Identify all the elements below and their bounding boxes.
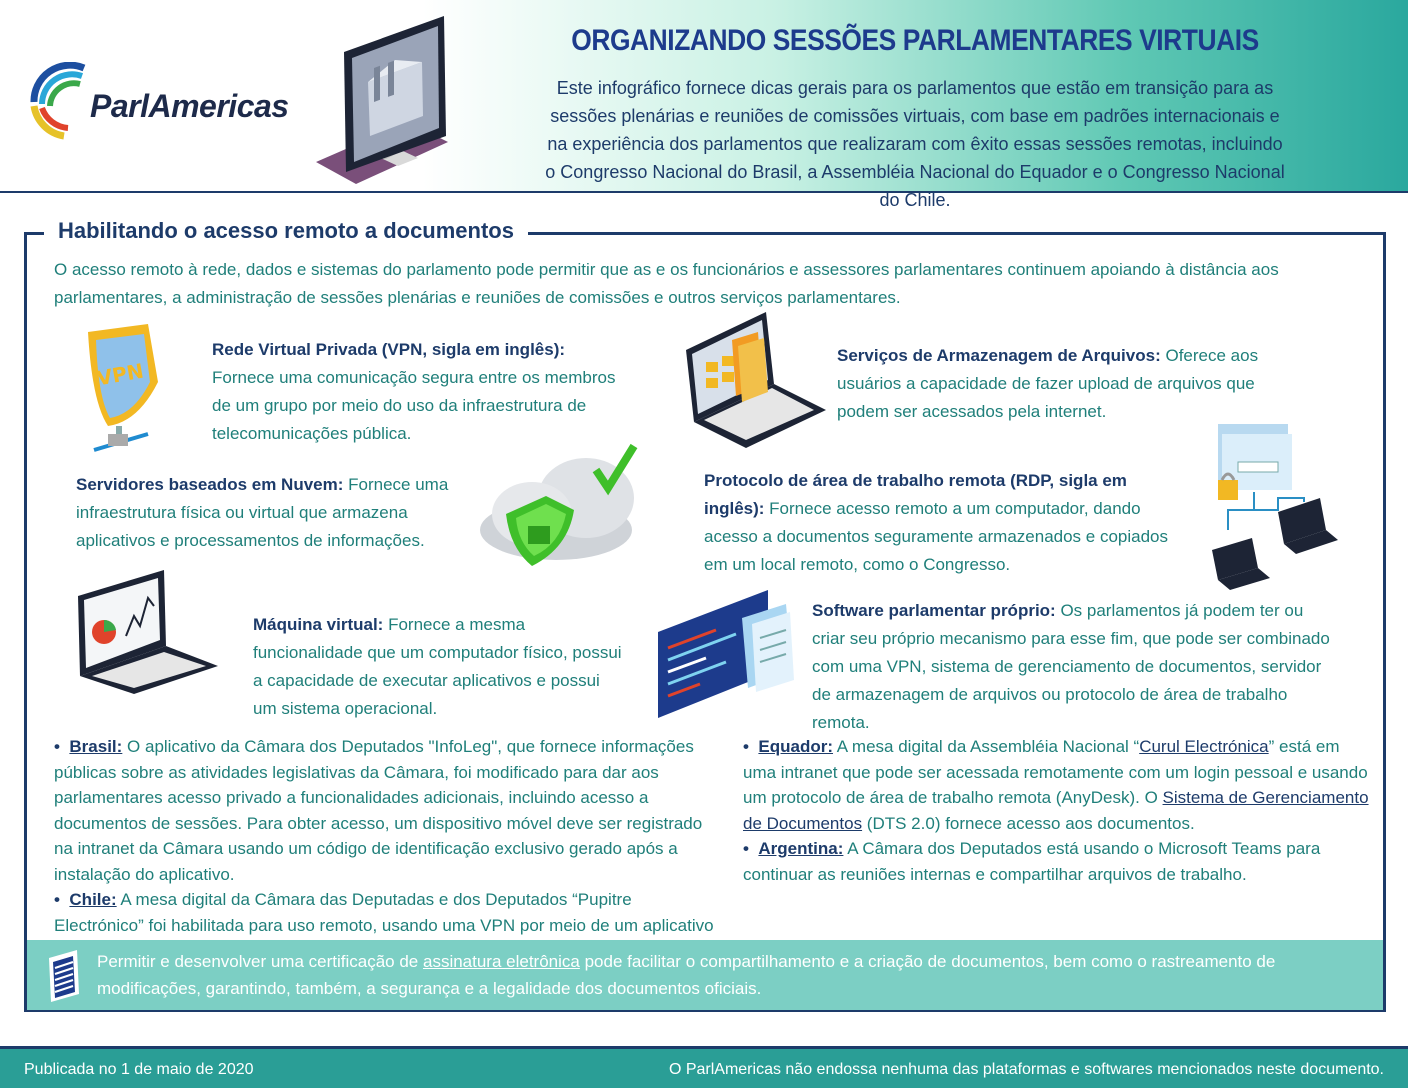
vm-label: Máquina virtual: — [253, 615, 384, 634]
logo-text: ParlAmericas — [90, 88, 289, 124]
section-title: Habilitando o acesso remoto a documentos — [44, 218, 528, 244]
software-code-icon — [656, 588, 796, 727]
logo-arcs-icon — [24, 62, 94, 142]
examples-right — [743, 734, 1373, 887]
cloud-text: Fornece uma infraestrutura física ou virtual que armazena aplicativos e processamentos de informações. — [76, 475, 449, 550]
country-equador[interactable]: Equador: — [758, 737, 834, 756]
header — [0, 0, 1408, 210]
bullet-icon: • — [743, 737, 759, 756]
note-text-b: pode facilitar o compartilhamento e a criação de documentos, bem como o rastreamento de modificações, garantindo, também, a segurança e a legalidade dos documentos oficiais. — [97, 952, 1276, 998]
argentina-text: A Câmara dos Deputados está usando o Microsoft Teams para continuar as reuniões internas e compartilhar arquivos de trabalho. — [743, 839, 1321, 884]
storage-label: Serviços de Armazenagem de Arquivos: — [837, 346, 1161, 365]
storage-text: Oferece aos usuários a capacidade de fazer upload de arquivos que podem ser acessados pela internet. — [837, 346, 1259, 421]
page-title: ORGANIZANDO SESSÕES PARLAMENTARES VIRTUAIS — [571, 24, 1259, 57]
software-description — [812, 597, 1332, 737]
document-system-link[interactable]: Sistema de Gerenciamento de Documentos — [743, 788, 1369, 833]
bullet-icon: • — [54, 890, 70, 909]
rdp-text: Fornece acesso remoto a um computador, dando acesso a documentos seguramente armazenados e copiados em um local remoto, como o Congresso. — [704, 499, 1169, 574]
remote-network-icon — [1208, 420, 1342, 595]
note-text-a: Permitir e desenvolver uma certificação de — [97, 952, 423, 971]
disclaimer: O ParlAmericas não endossa nenhuma das plataformas e softwares mencionados neste documento. — [668, 1061, 1384, 1078]
signature-note — [27, 940, 1383, 1010]
cloud-label: Servidores baseados em Nuvem: — [76, 475, 344, 494]
vpn-shield-icon — [78, 322, 164, 463]
example-equador — [743, 734, 1373, 836]
vpn-label: Rede Virtual Privada (VPN, sigla em inglês): — [212, 340, 566, 359]
cloud-description — [76, 471, 476, 555]
vm-text: Fornece a mesma funcionalidade que um computador físico, possui a capacidade de executar aplicativos e possui um sistema operacional. — [253, 615, 622, 718]
cloud-lock-icon — [476, 440, 642, 577]
header-intro: Este infográfico fornece dicas gerais para os parlamentos que estão em transição para as sessões plenárias e reuniões de comissões virtuais, com base em padrões internacionais e na experiência dos parlamentos que realizaram com êxito essas sessões remotas, incluindo o Congresso Nacional do Brasil, a Assembléia Nacional do Equador e o Congresso Nacional do Chile. — [545, 78, 1285, 210]
laptop-folder-icon — [682, 310, 828, 455]
chile-text: A mesa digital da Câmara das Deputadas e dos Deputados “Pupitre Electrónico” foi habilitada para uso remoto, usando uma VPN por meio de um aplicativo — [54, 890, 714, 935]
equador-text-a: A mesa digital da Assembléia Nacional “ — [833, 737, 1140, 756]
examples-left — [54, 734, 724, 964]
vpn-description — [212, 336, 632, 448]
bullet-icon: • — [743, 839, 759, 858]
svg-text:VPN: VPN — [95, 358, 146, 391]
vm-description — [253, 611, 623, 723]
example-brasil — [54, 734, 724, 887]
parlamericas-logo[interactable] — [24, 62, 294, 142]
rdp-description — [704, 467, 1184, 579]
country-chile[interactable]: Chile: — [69, 890, 117, 909]
bullet-icon: • — [54, 737, 70, 756]
country-argentina[interactable]: Argentina: — [758, 839, 844, 858]
publication-date: Publicada no 1 de maio de 2020 — [24, 1061, 254, 1078]
equador-text-c: (DTS 2.0) fornece acesso aos documentos. — [862, 813, 1195, 833]
example-argentina — [743, 836, 1373, 887]
laptop-chart-icon — [74, 566, 220, 701]
software-text: Os parlamentos já podem ter ou criar seu próprio mecanismo para esse fim, que pode ser combinado com uma VPN, sistema de gerenciamento de documentos, servidor de armazenagem de arquivos ou protocolo de área de trabalho remota. — [812, 601, 1330, 732]
vpn-text: Fornece uma comunicação segura entre os membros de um grupo por meio do uso da infraestrutura de telecomunicações pública. — [212, 368, 616, 443]
equador-text-b: ” está em uma intranet que pode ser acessada remotamente com um login pessoal e usando um protocolo de área de trabalho remota (AnyDesk). O — [743, 737, 1368, 807]
country-brasil[interactable]: Brasil: — [69, 737, 123, 756]
software-label: Software parlamentar próprio: — [812, 601, 1056, 620]
curul-link[interactable]: Curul Electrónica — [1139, 737, 1269, 756]
storage-description — [837, 342, 1297, 426]
section-intro: O acesso remoto à rede, dados e sistemas do parlamento pode permitir que as e os funcionários e assessores parlamentares continuem apoiando à distância aos parlamentares, a administração de sessões plenárias e reuniões de comissões e outros serviços parlamentares. — [54, 260, 1279, 307]
brasil-text: O aplicativo da Câmara dos Deputados "InfoLeg", que fornece informações públicas sobre as atividades legislativas da Câmara, foi modificado para dar aos parlamentares acesso privado a funcionalidades adicionais, incluindo acesso a documentos de sessões. Para obter acesso, um dispositivo móvel deve ser registrado na intranet da Câmara usando um código de identificação exclusivo gerado após a instalação do aplicativo. — [54, 737, 703, 884]
monitor-parliament-icon — [308, 12, 458, 190]
note-text — [97, 948, 1367, 1002]
footer — [0, 1046, 1408, 1088]
document-icon — [47, 948, 81, 1009]
rdp-label: Protocolo de área de trabalho remota (RDP, sigla em inglês): — [704, 471, 1127, 518]
electronic-signature-link[interactable]: assinatura eletrônica — [422, 952, 580, 971]
